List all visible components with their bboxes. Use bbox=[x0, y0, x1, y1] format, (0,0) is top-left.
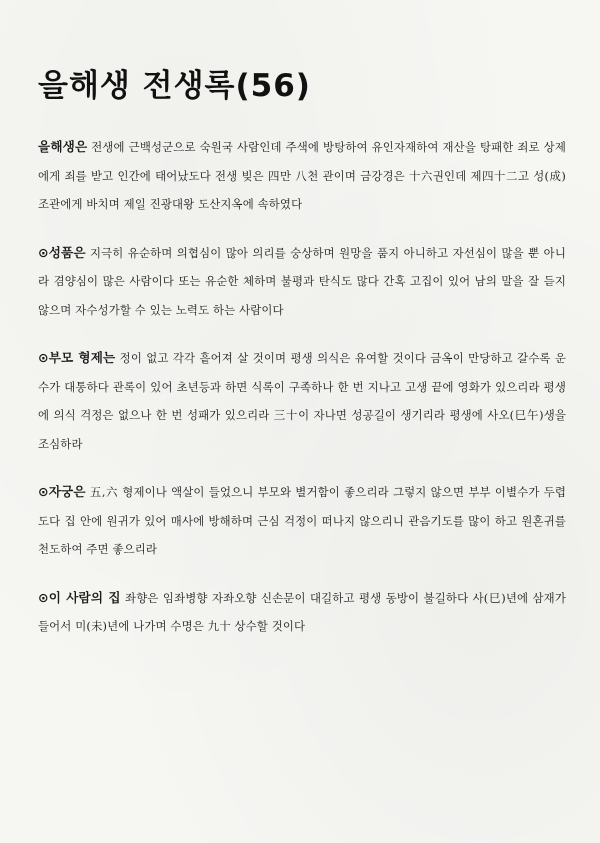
section-text: 지극히 유순하며 의협심이 많아 의리를 숭상하며 원망을 품지 아니하고 자선심이 많을 뿐 아니라 겸양심이 많은 사람이다 또는 유순한 체하며 불평과 탄식도 많다 간혹 고집이 있어 남의 말을 잘 듣지 않으며 자수성가할 수 있는 노력도 하는 사람이다 bbox=[38, 245, 566, 317]
section-text: 전생에 근백성군으로 숙원국 사람인데 주색에 방탕하여 유인자재하여 재산을 탕패한 죄로 상제에게 죄를 받고 인간에 태어났도다 전생 빚은 四만 八천 관이며 금강경은 十六권인데 제四十二고 성(成)조관에게 바치며 제일 진광대왕 도산지옥에 속하였다 bbox=[38, 140, 566, 211]
section-children bbox=[38, 478, 566, 564]
section-lead: ⊙부모 형제는 bbox=[38, 350, 116, 365]
section-house bbox=[38, 584, 566, 641]
section-lead: ⊙성품은 bbox=[38, 244, 86, 260]
section-past-life bbox=[38, 133, 566, 219]
page-title: 을해생 전생록(56) bbox=[38, 68, 311, 104]
section-text: 五,六 형제이나 액살이 들었으니 부모와 별거함이 좋으리라 그렇지 않으면 부부 이별수가 두렵도다 집 안에 원귀가 있어 매사에 방해하며 근심 걱정이 떠나지 않으리니 관음기도를 많이 하고 원혼귀를 천도하여 주면 좋으리라 bbox=[38, 485, 566, 556]
section-text: 좌향은 임좌병향 자좌오향 신손문이 대길하고 평생 동방이 불길하다 사(巳)년에 삼재가 들어서 미(未)년에 나가며 수명은 九十 상수할 것이다 bbox=[38, 590, 566, 633]
section-text: 정이 없고 각각 흩어져 살 것이며 평생 의식은 유여할 것이다 금옥이 만당하고 갈수록 운수가 대통하다 관록이 있어 초년등과 하면 식록이 구족하나 한 번 지나고 고생 끝에 영화가 있으리라 평생에 의식 걱정은 없으나 한 번 성패가 있으리라 三十이 자나면 성공길이 생기리라 평생에 사오(巳午)생을 조심하라 bbox=[38, 351, 566, 451]
section-personality bbox=[38, 239, 566, 325]
section-lead: ⊙자궁은 bbox=[38, 484, 86, 499]
section-lead: 을해생은 bbox=[38, 139, 88, 154]
section-lead: ⊙이 사람의 집 bbox=[38, 589, 121, 605]
section-parents-siblings bbox=[38, 344, 566, 458]
